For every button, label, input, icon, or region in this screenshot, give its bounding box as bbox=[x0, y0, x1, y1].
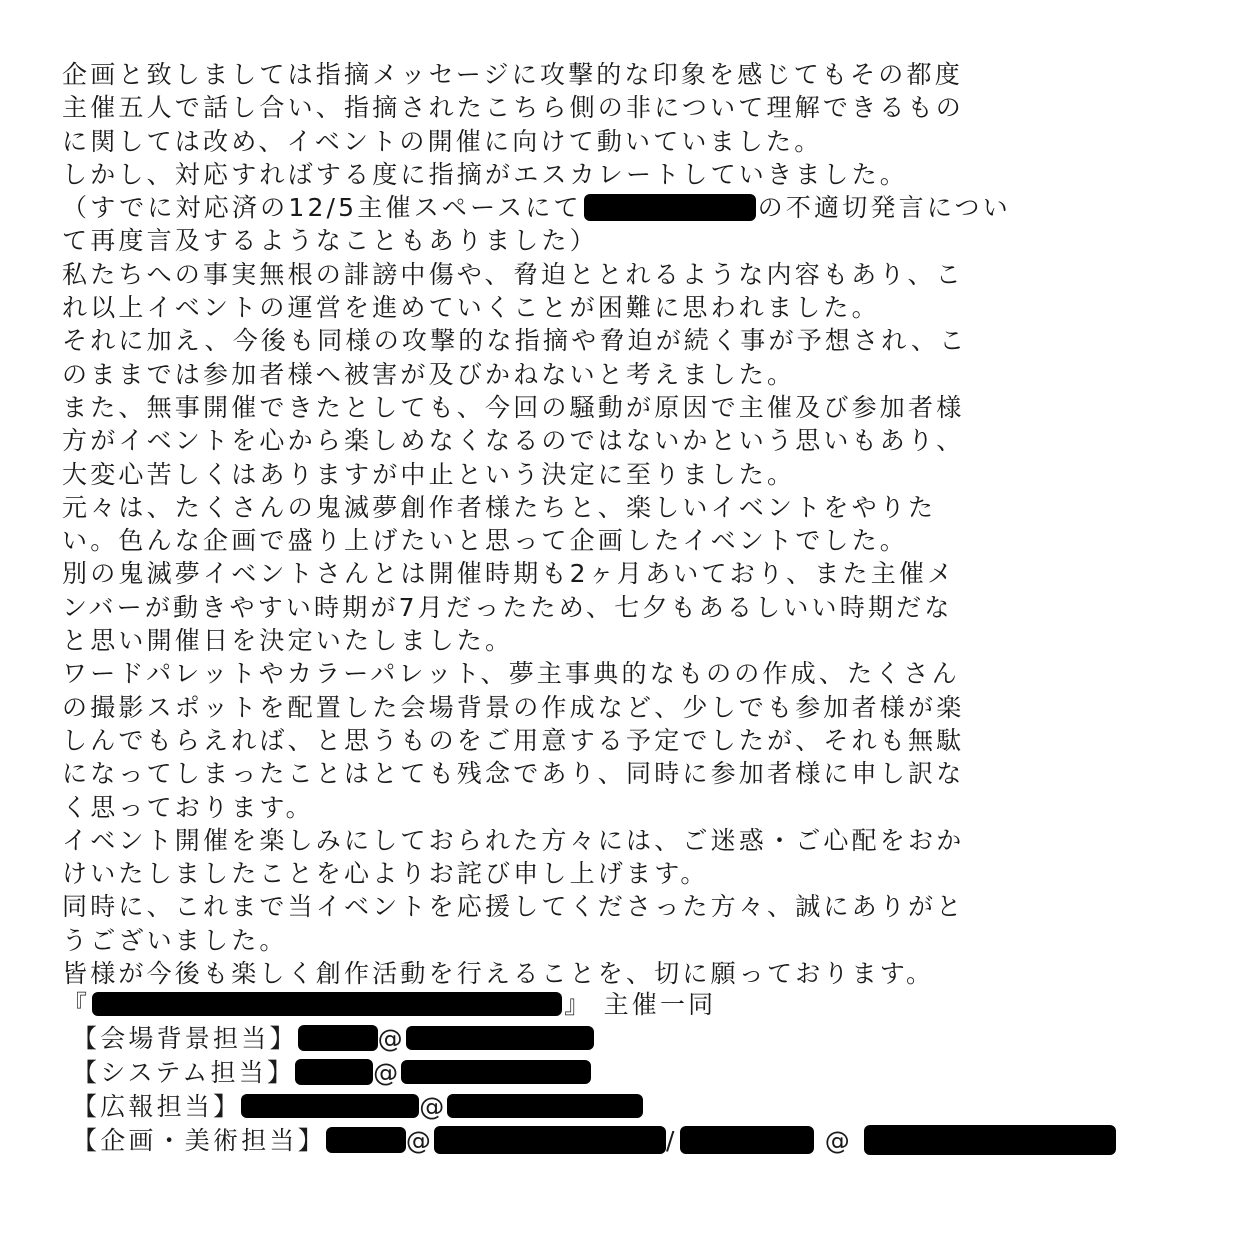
body-line: く思っております。 bbox=[62, 792, 314, 822]
redaction-bar bbox=[406, 1026, 594, 1050]
redaction-bar bbox=[434, 1126, 666, 1154]
body-line: イベント開催を楽しみにしておられた方々には、ご迷惑・ご心配をおか bbox=[62, 825, 965, 855]
body-text: の不適切発言につい bbox=[757, 193, 1011, 223]
close-quote: 』 bbox=[564, 990, 593, 1019]
body-line: 方がイベントを心から楽しめなくなるのではないかという思いもあり、 bbox=[62, 426, 965, 456]
body-line: 私たちへの事実無根の誹謗中傷や、脅迫ととれるような内容もあり、こ bbox=[62, 259, 964, 289]
organizer-line bbox=[62, 988, 1116, 1022]
body-line: れ以上イベントの運営を進めていくことが困難に思われました。 bbox=[62, 293, 880, 323]
slash: / bbox=[666, 1126, 678, 1155]
organizer-label: 主催一同 bbox=[603, 990, 717, 1019]
at-sign: @ bbox=[373, 1058, 402, 1087]
body-line: 元々は、たくさんの鬼滅夢創作者様たちと、楽しいイベントをやりた bbox=[62, 492, 937, 522]
body-line: て再度言及するようなこともありました） bbox=[62, 226, 598, 256]
redaction-bar bbox=[401, 1060, 591, 1084]
body-line: 主催五人で話し合い、指摘されたこちら側の非について理解できるもの bbox=[62, 93, 964, 123]
body-line: しんでもらえれば、と思うものをご用意する予定でしたが、それも無駄 bbox=[62, 725, 965, 755]
at-sign: @ bbox=[405, 1126, 435, 1155]
statement-body bbox=[62, 58, 1182, 990]
redaction-bar bbox=[92, 992, 562, 1016]
redaction-bar bbox=[298, 1025, 378, 1051]
at-sign: @ bbox=[824, 1126, 853, 1155]
open-quote: 『 bbox=[62, 990, 91, 1019]
body-text: （すでに対応済の12/5主催スペースにて bbox=[62, 193, 582, 223]
body-line: 別の鬼滅夢イベントさんとは開催時期も2ヶ月あいており、また主催メ bbox=[62, 559, 956, 589]
body-line: になってしまったことはとても残念であり、同時に参加者様に申し訳な bbox=[62, 759, 965, 789]
body-line: ワードパレットやカラーパレット、夢主事典的なものの作成、たくさん bbox=[62, 659, 960, 689]
role-label: 【システム担当】 bbox=[72, 1058, 296, 1087]
body-line: それに加え、今後も同様の攻撃的な指摘や脅迫が続く事が予想され、こ bbox=[62, 326, 968, 356]
body-line: 大変心苦しくはありますが中止という決定に至りました。 bbox=[62, 459, 796, 489]
body-line: ンバーが動きやすい時期が7月だったため、七夕もあるしいい時期だな bbox=[62, 592, 953, 622]
body-line: い。色んな企画で盛り上げたいと思って企画したイベントでした。 bbox=[62, 526, 909, 556]
redaction-bar bbox=[584, 194, 756, 221]
staff-row bbox=[62, 1022, 1116, 1056]
redaction-bar bbox=[447, 1094, 643, 1118]
body-line: 同時に、これまで当イベントを応援してくださった方々、誠にありがと bbox=[62, 892, 965, 922]
redaction-bar bbox=[326, 1127, 406, 1153]
redaction-bar bbox=[295, 1059, 373, 1085]
signature-block bbox=[62, 988, 1116, 1158]
body-line: のままでは参加者様へ被害が及びかねないと考えました。 bbox=[62, 359, 796, 389]
body-line: しかし、対応すればする度に指摘がエスカレートしていきました。 bbox=[62, 159, 909, 189]
role-label: 【企画・美術担当】 bbox=[72, 1126, 326, 1155]
staff-row bbox=[62, 1090, 1116, 1124]
body-line: に関しては改め、イベントの開催に向けて動いていました。 bbox=[62, 126, 823, 156]
role-label: 【広報担当】 bbox=[72, 1092, 242, 1121]
body-line-with-redaction bbox=[62, 191, 1182, 224]
body-line: 皆様が今後も楽しく創作活動を行えることを、切に願っております。 bbox=[62, 959, 935, 989]
role-label: 【会場背景担当】 bbox=[72, 1024, 298, 1053]
body-line: けいたしましたことを心よりお詫び申し上げます。 bbox=[62, 859, 709, 889]
redaction-bar bbox=[864, 1125, 1116, 1155]
at-sign: @ bbox=[377, 1024, 406, 1053]
body-line: うございました。 bbox=[62, 925, 288, 955]
body-line: また、無事開催できたとしても、今回の騒動が原因で主催及び参加者様 bbox=[62, 392, 965, 422]
body-line: 企画と致しましては指摘メッセージに攻撃的な印象を感じてもその都度 bbox=[62, 60, 963, 89]
body-line: と思い開催日を決定いたしました。 bbox=[62, 626, 514, 656]
staff-row bbox=[62, 1056, 1116, 1090]
at-sign: @ bbox=[419, 1092, 448, 1121]
redaction-bar bbox=[680, 1126, 814, 1154]
redaction-bar bbox=[241, 1094, 419, 1118]
staff-row bbox=[62, 1124, 1116, 1158]
body-line: の撮影スポットを配置した会場背景の作成など、少しでも参加者様が楽 bbox=[62, 692, 965, 722]
